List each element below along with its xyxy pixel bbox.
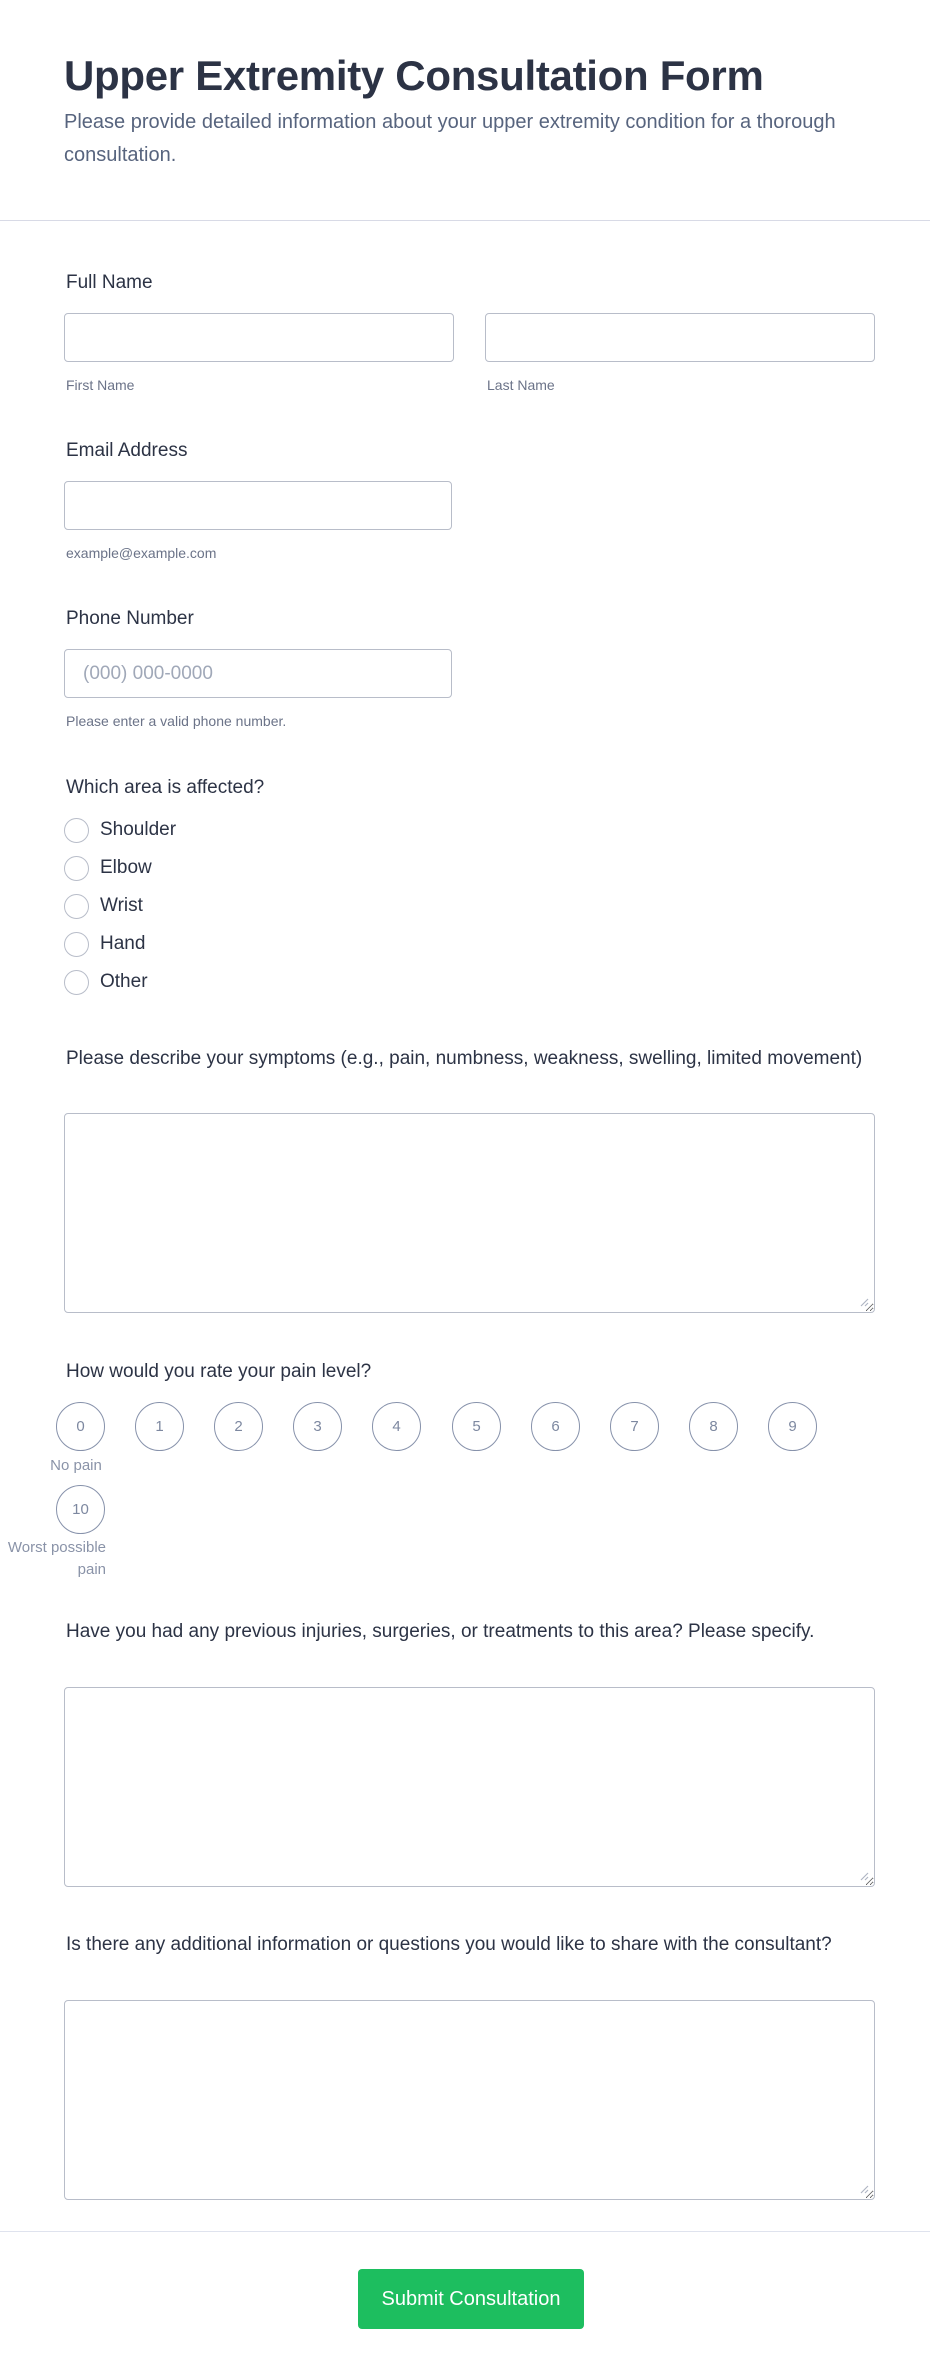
radio-label: Other: [100, 971, 148, 992]
radio-button-icon[interactable]: [64, 818, 89, 843]
radio-label: Hand: [100, 933, 146, 954]
radio-option-elbow[interactable]: [64, 855, 152, 881]
pain-option-7[interactable]: 7: [610, 1402, 659, 1451]
email-sublabel: example@example.com: [66, 545, 217, 561]
pain-option-8[interactable]: 8: [689, 1402, 738, 1451]
symptoms-label: Please describe your symptoms (e.g., pain, numbness, weakness, swelling, limited movement): [66, 1048, 863, 1069]
pain-option-6[interactable]: 6: [531, 1402, 580, 1451]
full-name-label: Full Name: [66, 272, 153, 293]
symptoms-textarea[interactable]: [64, 1113, 875, 1313]
pain-option-0[interactable]: 0: [56, 1402, 105, 1451]
phone-sublabel: Please enter a valid phone number.: [66, 713, 287, 729]
pain-option-1[interactable]: 1: [135, 1402, 184, 1451]
radio-option-shoulder[interactable]: [64, 817, 176, 843]
last-name-sublabel: Last Name: [487, 377, 555, 393]
page-title: Upper Extremity Consultation Form: [64, 52, 764, 99]
footer-divider: [0, 2231, 930, 2232]
radio-button-icon[interactable]: [64, 932, 89, 957]
pain-level-label: How would you rate your pain level?: [66, 1361, 372, 1382]
phone-label: Phone Number: [66, 608, 194, 629]
submit-consultation-button[interactable]: Submit Consultation: [358, 2269, 584, 2329]
radio-button-icon[interactable]: [64, 970, 89, 995]
radio-button-icon[interactable]: [64, 856, 89, 881]
radio-label: Wrist: [100, 895, 143, 916]
radio-label: Shoulder: [100, 819, 177, 840]
pain-option-9[interactable]: 9: [768, 1402, 817, 1451]
additional-info-label: Is there any additional information or questions you would like to share with the consultant?: [66, 1934, 832, 1955]
history-textarea[interactable]: [64, 1687, 875, 1887]
page-subtitle: Please provide detailed information about your upper extremity condition for a thorough consultation.: [64, 111, 836, 166]
radio-label: Elbow: [100, 857, 152, 878]
email-label: Email Address: [66, 440, 188, 461]
form-header: [0, 0, 930, 221]
pain-option-3[interactable]: 3: [293, 1402, 342, 1451]
pain-option-10[interactable]: 10: [56, 1485, 105, 1534]
email-input[interactable]: [64, 481, 452, 530]
additional-info-textarea[interactable]: [64, 2000, 875, 2200]
phone-input[interactable]: [64, 649, 452, 698]
first-name-input[interactable]: [64, 313, 454, 362]
pain-min-caption: No pain: [50, 1457, 102, 1474]
radio-button-icon[interactable]: [64, 894, 89, 919]
last-name-input[interactable]: [485, 313, 875, 362]
pain-option-5[interactable]: 5: [452, 1402, 501, 1451]
pain-max-caption: Worst possible pain: [7, 1539, 106, 1578]
affected-area-label: Which area is affected?: [66, 777, 265, 798]
pain-option-4[interactable]: 4: [372, 1402, 421, 1451]
first-name-sublabel: First Name: [66, 377, 135, 393]
radio-option-hand[interactable]: [64, 931, 145, 957]
pain-option-2[interactable]: 2: [214, 1402, 263, 1451]
radio-option-wrist[interactable]: [64, 893, 143, 919]
radio-option-other[interactable]: [64, 969, 148, 995]
history-label: Have you had any previous injuries, surgeries, or treatments to this area? Please specify.: [66, 1621, 815, 1642]
